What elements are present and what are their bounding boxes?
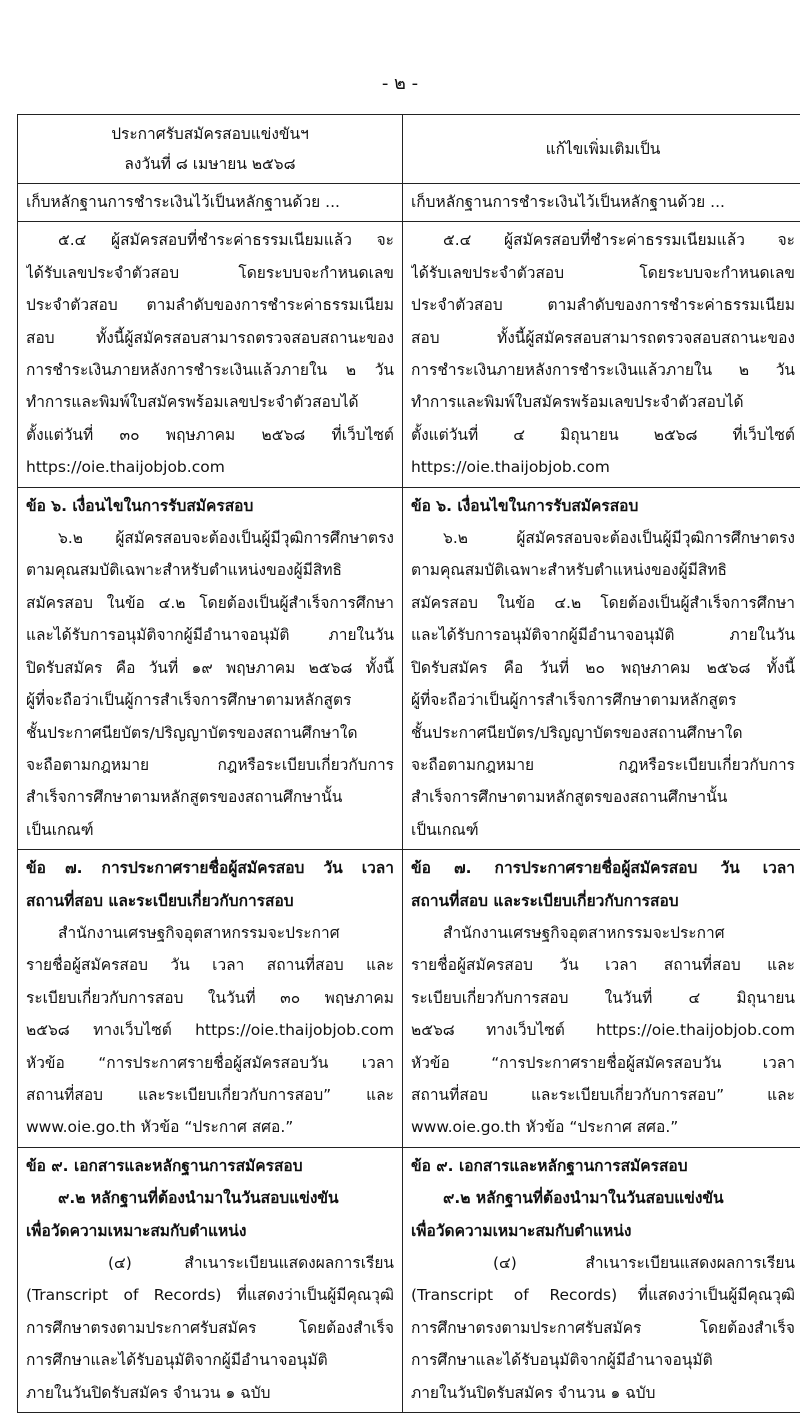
text-line: การชำระเงินภายหลังการชำระเงินแล้วภายใน ๒ วัน — [26, 361, 394, 380]
subsection-heading: ๙.๒ หลักฐานที่ต้องนำมาในวันสอบแข่งขัน — [443, 1189, 724, 1208]
text-line: สำเร็จการศึกษาตามหลักสูตรของสถานศึกษานั้น — [411, 788, 728, 807]
section-heading: ข้อ ๗. การประกาศรายชื่อผู้สมัครสอบ วัน เวลา — [411, 859, 795, 878]
header-original-line2: ลงวันที่ ๘ เมษายน ๒๕๖๘ — [124, 155, 296, 173]
text-line: การศึกษาตรงตามประกาศรับสมัคร โดยต้องสำเร็จ — [411, 1318, 795, 1337]
amended-cell — [403, 1147, 800, 1412]
section-heading: ข้อ ๖. เงื่อนไขในการรับสมัครสอบ — [26, 496, 254, 515]
comparison-table — [17, 114, 800, 1413]
text-line: ตั้งแต่วันที่ ๓๐ พฤษภาคม ๒๕๖๘ ที่เว็บไซต์ — [26, 425, 394, 444]
text-line: ๒๕๖๘ ทางเว็บไซต์ https://oie.thaijobjob.com — [26, 1021, 394, 1040]
text-line: https://oie.thaijobjob.com — [411, 458, 610, 477]
text-line: สถานที่สอบ และระเบียบเกี่ยวกับการสอบ” และ — [411, 1085, 795, 1104]
text-line: ระเบียบเกี่ยวกับการสอบ ในวันที่ ๔ มิถุนายน — [411, 988, 795, 1007]
text-line: ๕.๔ ผู้สมัครสอบที่ชำระค่าธรรมเนียมแล้ว จะ — [443, 231, 795, 250]
section-heading: ข้อ ๗. การประกาศรายชื่อผู้สมัครสอบ วัน เวลา — [26, 859, 394, 878]
amended-cell — [403, 850, 800, 1148]
text-line: สอบ ทั้งนี้ผู้สมัครสอบสามารถตรวจสอบสถานะของ — [26, 328, 394, 347]
text-line: https://oie.thaijobjob.com — [26, 458, 225, 477]
text-line: ระเบียบเกี่ยวกับการสอบ ในวันที่ ๓๐ พฤษภาคม — [26, 988, 394, 1007]
text-line: ๖.๒ ผู้สมัครสอบจะต้องเป็นผู้มีวุฒิการศึกษาตรง — [443, 529, 795, 548]
text-line: ได้รับเลขประจำตัวสอบ โดยระบบจะกำหนดเลข — [26, 263, 394, 282]
text-line: ตามคุณสมบัติเฉพาะสำหรับตำแหน่งของผู้มีสิทธิ — [411, 561, 728, 580]
table-row — [18, 850, 800, 1148]
original-cell — [18, 1147, 403, 1412]
text-line: การศึกษาและได้รับอนุมัติจากผู้มีอำนาจอนุมัติ — [411, 1351, 713, 1370]
text-line: การศึกษาและได้รับอนุมัติจากผู้มีอำนาจอนุมัติ — [26, 1351, 328, 1370]
table-row — [18, 184, 800, 222]
text-line: สอบ ทั้งนี้ผู้สมัครสอบสามารถตรวจสอบสถานะของ — [411, 328, 795, 347]
text-line: ๖.๒ ผู้สมัครสอบจะต้องเป็นผู้มีวุฒิการศึกษาตรง — [58, 529, 394, 548]
text-line: ภายในวันปิดรับสมัคร จำนวน ๑ ฉบับ — [411, 1383, 656, 1402]
text-line: ๕.๔ ผู้สมัครสอบที่ชำระค่าธรรมเนียมแล้ว จะ — [58, 231, 394, 250]
text-line: ภายในวันปิดรับสมัคร จำนวน ๑ ฉบับ — [26, 1383, 271, 1402]
text-line: จะถือตามกฎหมาย กฎหรือระเบียบเกี่ยวกับการ — [411, 755, 795, 774]
text-line: ผู้ที่จะถือว่าเป็นผู้การสำเร็จการศึกษาตามหลักสูตร — [26, 691, 352, 710]
amended-cell — [403, 487, 800, 849]
text-line: เก็บหลักฐานการชำระเงินไว้เป็นหลักฐานด้วย ... — [26, 193, 340, 211]
text-line: เก็บหลักฐานการชำระเงินไว้เป็นหลักฐานด้วย ... — [411, 193, 725, 211]
original-cell — [18, 850, 403, 1148]
text-line: (๔) สำเนาระเบียนแสดงผลการเรียน — [108, 1254, 394, 1272]
text-line: (๔) สำเนาระเบียนแสดงผลการเรียน — [493, 1254, 795, 1272]
text-line: เป็นเกณฑ์ — [26, 820, 94, 839]
text-line: จะถือตามกฎหมาย กฎหรือระเบียบเกี่ยวกับการ — [26, 755, 394, 774]
text-line: (Transcript of Records) ที่แสดงว่าเป็นผู้มีคุณวุฒิ — [411, 1286, 795, 1305]
text-line: ผู้ที่จะถือว่าเป็นผู้การสำเร็จการศึกษาตามหลักสูตร — [411, 691, 737, 710]
text-line: สำนักงานเศรษฐกิจอุตสาหกรรมจะประกาศ — [443, 923, 725, 942]
text-line: ชั้นประกาศนียบัตร/ปริญญาบัตรของสถานศึกษาใด — [26, 723, 358, 742]
text-line: และได้รับการอนุมัติจากผู้มีอำนาจอนุมัติ ภายในวัน — [411, 626, 795, 645]
text-line: ได้รับเลขประจำตัวสอบ โดยระบบจะกำหนดเลข — [411, 263, 795, 282]
subsection-heading: เพื่อวัดความเหมาะสมกับตำแหน่ง — [26, 1221, 247, 1240]
text-line: การชำระเงินภายหลังการชำระเงินแล้วภายใน ๒ วัน — [411, 361, 795, 380]
text-line: (Transcript of Records) ที่แสดงว่าเป็นผู้มีคุณวุฒิ — [26, 1286, 394, 1305]
text-line: การศึกษาตรงตามประกาศรับสมัคร โดยต้องสำเร็จ — [26, 1318, 394, 1337]
section-heading: ข้อ ๙. เอกสารและหลักฐานการสมัครสอบ — [26, 1156, 303, 1175]
subsection-heading: เพื่อวัดความเหมาะสมกับตำแหน่ง — [411, 1221, 632, 1240]
text-line: ตั้งแต่วันที่ ๔ มิถุนายน ๒๕๖๘ ที่เว็บไซต์ — [411, 425, 795, 444]
text-line: และได้รับการอนุมัติจากผู้มีอำนาจอนุมัติ ภายในวัน — [26, 626, 394, 645]
text-line: ประจำตัวสอบ ตามลำดับของการชำระค่าธรรมเนียม — [411, 296, 795, 315]
table-header-row — [18, 115, 800, 184]
original-cell — [18, 222, 403, 487]
text-line: รายชื่อผู้สมัครสอบ วัน เวลา สถานที่สอบ และ — [411, 956, 795, 975]
text-line: สมัครสอบ ในข้อ ๔.๒ โดยต้องเป็นผู้สำเร็จการศึกษา — [411, 593, 795, 612]
text-line: www.oie.go.th หัวข้อ “ประกาศ สศอ.” — [26, 1118, 294, 1137]
text-line: ๒๕๖๘ ทางเว็บไซต์ https://oie.thaijobjob.com — [411, 1021, 795, 1040]
header-original — [18, 115, 403, 184]
section-heading: สถานที่สอบ และระเบียบเกี่ยวกับการสอบ — [411, 891, 679, 910]
amended-cell — [403, 222, 800, 487]
section-heading: ข้อ ๙. เอกสารและหลักฐานการสมัครสอบ — [411, 1156, 688, 1175]
section-heading: สถานที่สอบ และระเบียบเกี่ยวกับการสอบ — [26, 891, 294, 910]
table-row — [18, 222, 800, 487]
text-line: ทำการและพิมพ์ใบสมัครพร้อมเลขประจำตัวสอบได้ — [26, 393, 359, 412]
text-line: สมัครสอบ ในข้อ ๔.๒ โดยต้องเป็นผู้สำเร็จการศึกษา — [26, 593, 394, 612]
text-line: สำนักงานเศรษฐกิจอุตสาหกรรมจะประกาศ — [58, 923, 340, 942]
text-line: ประจำตัวสอบ ตามลำดับของการชำระค่าธรรมเนียม — [26, 296, 394, 315]
text-line: ชั้นประกาศนียบัตร/ปริญญาบัตรของสถานศึกษาใด — [411, 723, 743, 742]
text-line: สถานที่สอบ และระเบียบเกี่ยวกับการสอบ” และ — [26, 1085, 394, 1104]
text-line: สำเร็จการศึกษาตามหลักสูตรของสถานศึกษานั้น — [26, 788, 343, 807]
amended-cell — [403, 184, 800, 222]
text-line: รายชื่อผู้สมัครสอบ วัน เวลา สถานที่สอบ และ — [26, 956, 394, 975]
text-line: ปิดรับสมัคร คือ วันที่ ๒๐ พฤษภาคม ๒๕๖๘ ทั้งนี้ — [411, 658, 795, 677]
header-amended — [403, 115, 800, 184]
section-heading: ข้อ ๖. เงื่อนไขในการรับสมัครสอบ — [411, 496, 639, 515]
text-line: ทำการและพิมพ์ใบสมัครพร้อมเลขประจำตัวสอบได้ — [411, 393, 744, 412]
table-row — [18, 487, 800, 849]
header-amended-text: แก้ไขเพิ่มเติมเป็น — [545, 140, 661, 158]
text-line: ตามคุณสมบัติเฉพาะสำหรับตำแหน่งของผู้มีสิทธิ — [26, 561, 343, 580]
text-line: ปิดรับสมัคร คือ วันที่ ๑๙ พฤษภาคม ๒๕๖๘ ทั้งนี้ — [26, 658, 394, 677]
original-cell — [18, 487, 403, 849]
text-line: หัวข้อ “การประกาศรายชื่อผู้สมัครสอบวัน เวลา — [411, 1053, 795, 1072]
page-number: - ๒ - — [381, 73, 419, 94]
text-line: เป็นเกณฑ์ — [411, 820, 479, 839]
subsection-heading: ๙.๒ หลักฐานที่ต้องนำมาในวันสอบแข่งขัน — [58, 1189, 339, 1208]
table-row — [18, 1147, 800, 1412]
original-cell — [18, 184, 403, 222]
text-line: www.oie.go.th หัวข้อ “ประกาศ สศอ.” — [411, 1118, 679, 1137]
text-line: หัวข้อ “การประกาศรายชื่อผู้สมัครสอบวัน เวลา — [26, 1053, 394, 1072]
header-original-line1: ประกาศรับสมัครสอบแข่งขันฯ — [111, 125, 309, 143]
